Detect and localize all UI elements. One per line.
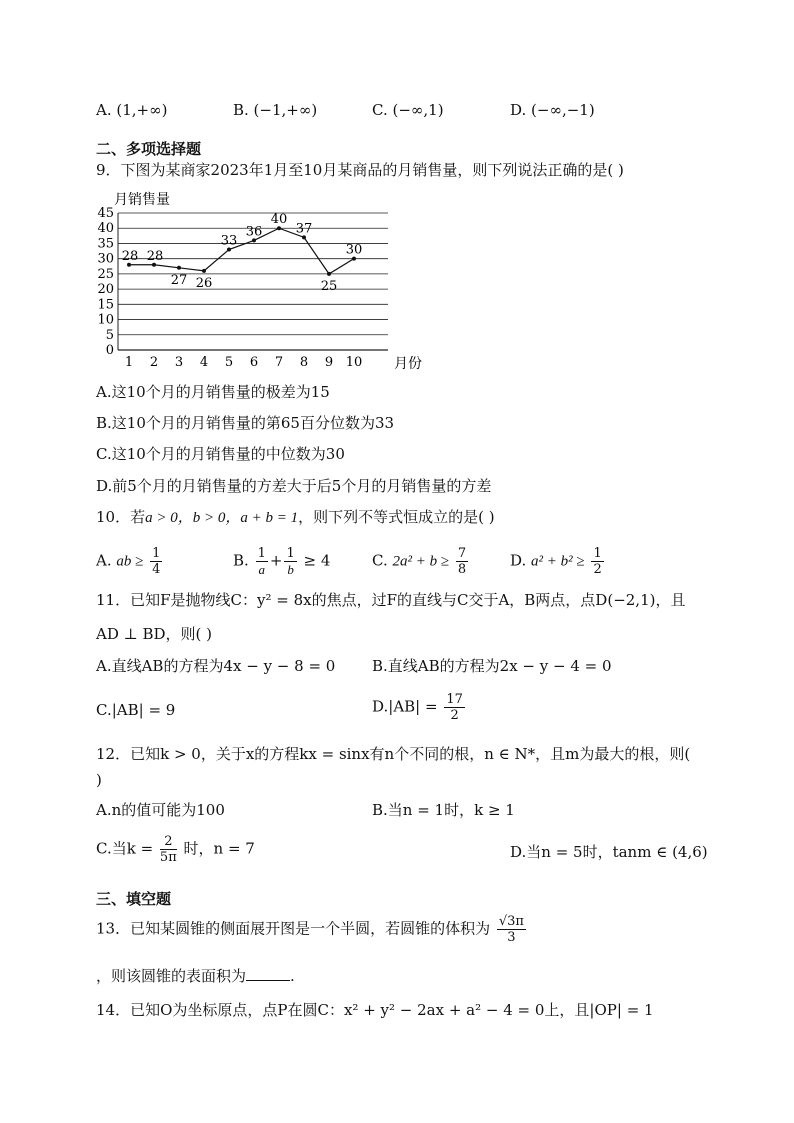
q10-option-a [96,546,164,577]
x-tick-label: 10 [345,355,363,370]
x-tick-label: 4 [199,355,209,370]
data-label: 37 [295,221,313,237]
data-label: 28 [121,248,139,264]
y-tick-label: 45 [97,206,114,221]
section-title-fill-in: 三、填空题 [96,890,172,908]
data-label: 26 [195,275,213,291]
q10-condition: a > 0，b > 0，a + b = 1 [145,510,299,526]
q11-option-c: C.|AB| = 9 [96,701,176,719]
q12-option-c-suffix: 时，n = 7 [183,839,255,858]
q10-option-a-fraction: $\frac{1}{4}$ [152,546,161,577]
x-tick-label: 3 [174,355,184,370]
q10-option-a-label: A. [96,551,112,570]
q8-option-d: D. (−∞,−1) [510,101,595,119]
q10-option-c-label: C. [372,551,388,570]
q12-option-a: A.n的值可能为100 [96,801,225,819]
q12-option-c [96,834,255,865]
q12-option-c-prefix: C.当k = [96,839,154,858]
x-tick-label: 5 [224,355,234,370]
q11-option-b: B.直线AB的方程为2x − y − 4 = 0 [372,657,612,675]
x-tick-label: 6 [249,355,259,370]
data-point [327,272,331,276]
y-tick-label: 35 [97,236,114,252]
chart-x-axis-label: 月份 [394,356,422,372]
q13-volume-fraction: $\frac{√3\pi}{3}$ [498,914,524,945]
q10-option-b-fraction-1: $\frac{1}{a}$ [257,546,266,577]
data-label: 27 [170,272,188,288]
monthly-sales-chart [96,188,422,372]
q12-stem-line1: 12．已知k > 0，关于x的方程kx = sinx有n个不同的根，n ∈ N*，且m为最大的根，则( [96,745,691,763]
q10-option-b: B. $\frac{1}{a}$ + $\frac{1}{b}$ ≥ 4 [233,546,331,577]
q10-stem-prefix: 10．若 [96,508,146,526]
data-label: 28 [146,248,164,264]
data-label: 36 [245,224,263,240]
q12-option-c-fraction: $\frac{2}{5\pi}$ [159,834,177,865]
chart-y-axis-label: 月销售量 [114,192,170,208]
q8-option-b: B. (−1,+∞) [233,101,318,119]
y-tick-label: 10 [97,312,114,328]
x-tick-label: 2 [149,355,159,370]
data-label: 30 [345,242,363,258]
q10-option-c-lhs: 2a² + b ≥ [392,553,450,570]
x-tick-label: 1 [124,355,134,370]
q11-stem-line2: AD ⊥ BD，则( ) [96,625,213,643]
q10-option-a-lhs: ab ≥ [116,553,144,570]
q8-option-a: A. (1,+∞) [96,101,168,119]
y-tick-label: 5 [105,327,114,343]
section-title-multiple-choice: 二、多项选择题 [96,140,202,158]
q10-option-c-fraction: $\frac{7}{8}$ [457,546,467,577]
q10-option-b-fraction-2: $\frac{1}{b}$ [286,546,295,577]
q10-option-b-label: B. [233,551,249,570]
data-label: 25 [320,278,338,294]
q13-stem-line2-text: ，则该圆锥的表面积为 [96,967,247,985]
y-tick-label: 40 [97,221,114,237]
q8-option-c: C. (−∞,1) [372,101,444,119]
q10-option-c [372,546,470,577]
q9-option-b: B.这10个月的月销售量的第65百分位数为33 [96,414,395,432]
x-tick-label: 8 [299,355,309,370]
x-tick-label: 9 [324,355,334,370]
q11-option-d-prefix: D.|AB| = [372,697,438,716]
q13-stem-line2-end: . [290,967,295,985]
q13-stem-line1 [96,914,528,945]
q13-stem-line2 [96,966,295,986]
y-tick-label: 25 [97,266,114,282]
q10-stem-suffix: ，则下列不等式恒成立的是( ) [298,508,495,526]
q10-option-d [510,546,606,577]
y-tick-label: 15 [97,297,114,313]
q10-option-d-fraction: $\frac{1}{2}$ [593,546,602,577]
q9-option-a: A.这10个月的月销售量的极差为15 [96,383,330,401]
q13-stem-text: 13．已知某圆锥的侧面展开图是一个半圆，若圆锥的体积为 [96,919,491,938]
q14-stem-line1: 14．已知O为坐标原点，点P在圆C：x² + y² − 2ax + a² − 4 = 0上，且|OP| = 1 [96,1001,654,1019]
q11-stem-line1: 11．已知F是抛物线C：y² = 8x的焦点，过F的直线与C交于A，B两点，点D(−2,1)，且 [96,591,686,609]
q10-option-b-rhs: ≥ 4 [303,551,331,570]
q12-option-b: B.当n = 1时，k ≥ 1 [372,801,515,819]
q9-stem: 9．下图为某商家2023年1月至10月某商品的月销售量，则下列说法正确的是( ) [96,161,624,179]
data-point [202,269,206,273]
q12-stem-line2: ) [96,771,102,789]
data-point [177,266,181,270]
q13-answer-blank[interactable] [246,980,290,981]
q10-option-d-label: D. [510,551,527,570]
q11-option-d-fraction: $\frac{17}{2}$ [446,692,463,723]
q11-option-a: A.直线AB的方程为4x − y − 8 = 0 [96,657,336,675]
q9-option-c: C.这10个月的月销售量的中位数为30 [96,445,345,463]
q11-option-d [372,692,467,723]
q9-option-d: D.前5个月的月销售量的方差大于后5个月的月销售量的方差 [96,477,492,495]
x-tick-label: 7 [274,355,284,370]
q12-option-d: D.当n = 5时，tanm ∈ (4,6) [510,843,708,861]
q10-option-d-lhs: a² + b² ≥ [531,553,585,570]
y-tick-label: 20 [97,282,114,298]
y-tick-label: 30 [97,251,114,267]
q10-stem [96,507,495,528]
y-tick-label: 0 [105,343,114,358]
data-label: 33 [220,233,238,249]
data-label: 40 [270,212,288,228]
